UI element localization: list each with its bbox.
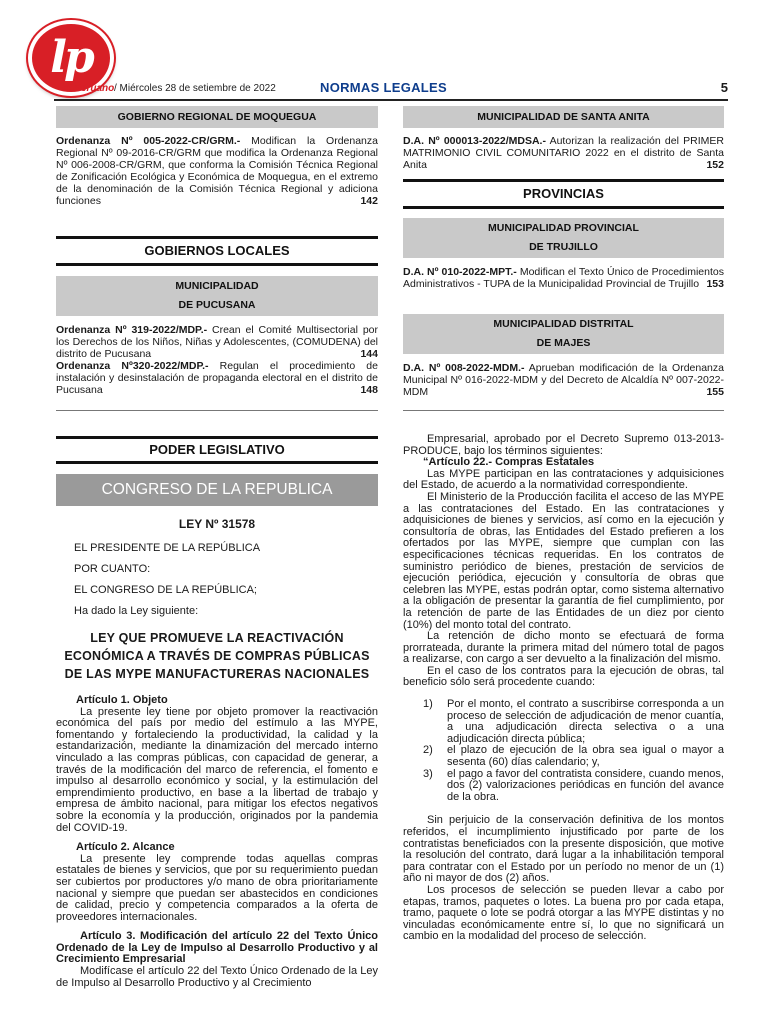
box-line: DE PUCUSANA: [178, 299, 256, 311]
logo-text: lp: [50, 32, 92, 83]
page-number: 5: [720, 80, 728, 95]
conditions-list: [403, 699, 724, 803]
list-number: 2): [423, 744, 433, 757]
entry-trujillo[interactable]: [403, 266, 724, 290]
entry-moquegua[interactable]: [56, 135, 378, 207]
entry-code: Ordenanza Nº 319-2022/MDP.-: [56, 324, 208, 336]
paragraph: La retención de dicho monto se efectuará de forma prorrateada, durante la primera mitad del número total de pagos a realizarse, con cargo a ser devuelto a la finalización del mismo.: [403, 630, 724, 666]
paragraph: Sin perjuicio de la conservación definitiva de los montos referidos, el incumplimiento injustificado por parte de los contratistas beneficiados con la presente disposición, que motive la resolución del contrato, dará lugar a la inhabilitación temporal para contratar con el Estado por un período no menor de un (1) año ni mayor de dos (2) años.: [403, 814, 724, 885]
entry-page: 153: [706, 278, 724, 290]
box-line: MUNICIPALIDAD PROVINCIAL: [488, 222, 639, 234]
article-1: [56, 695, 378, 834]
box-line: DE TRUJILLO: [529, 241, 598, 253]
entry-code: D.A. Nº 008-2022-MDM.-: [403, 362, 525, 374]
article-title: Artículo 2. Alcance: [76, 841, 175, 854]
article-22-column: [403, 434, 724, 943]
entry-text: Modifican el Texto Único de Procedimientos Administrativos - TUPA de la Municipalidad Provincial de Trujillo: [403, 266, 724, 290]
list-item: [423, 745, 724, 768]
entry-page: 142: [360, 195, 378, 207]
law-title: LEY QUE PROMUEVE LA REACTIVACIÓN ECONÓMICA A TRAVÉS DE COMPRAS PÚBLICAS DE LAS MYPE MANUFACTURERAS NACIONALES: [64, 631, 370, 681]
article-title: Artículo 1. Objeto: [76, 694, 168, 706]
box-line: MUNICIPALIDAD DISTRITAL: [493, 318, 634, 330]
left-index: [56, 106, 378, 396]
section-provincias: PROVINCIAS: [403, 179, 724, 209]
box-trujillo: [403, 218, 724, 258]
right-index: [403, 106, 724, 398]
list-text: el pago a favor del contratista considere, cuando menos, dos (2) valorizaciones periódicas en función del avance de la obra.: [447, 767, 724, 803]
entry-page: 144: [360, 348, 378, 360]
entry-page: 152: [706, 159, 724, 171]
law-column: [56, 436, 378, 989]
entry-text: Aprueban modificación de la Ordenanza Municipal Nº 016-2022-MDM y del Decreto de Alcaldía Nº 007-2022-MDM: [403, 362, 724, 398]
section-poder-legislativo: PODER LEGISLATIVO: [56, 436, 378, 464]
box-line: MUNICIPALIDAD: [175, 280, 259, 292]
header-rule: [54, 99, 728, 101]
law-preamble-1: EL PRESIDENTE DE LA REPÚBLICA: [74, 542, 261, 554]
article-text: La presente ley tiene por objeto promover la reactivación económica del país por medio del estímulo a las MYPE, fomentando y fortaleciendo la productividad, la calidad y la estandarización, mediante la dinamización del mercado interno vinculado a las compras públicas, con capacidad de generar, a través de la modificación del marco de referencia, el fomento e impulso al desarrollo económico y social, y la estimulación del emprendimiento productivo, en base a la libertad de trabajo y empresa de ámbito nacional, para mitigar los efectos negativos sobre la economía y la producción, originados por la pandemia del COVID-19.: [56, 705, 378, 834]
page-header: [62, 80, 728, 98]
box-majes: [403, 314, 724, 354]
entry-majes[interactable]: [403, 362, 724, 398]
entry-page: 148: [360, 384, 378, 396]
law-preamble-4: Ha dado la Ley siguiente:: [74, 605, 199, 617]
brand-name: El Peruano: [62, 83, 115, 94]
law-number: LEY Nº 31578: [178, 517, 256, 531]
article-3-continuation: Empresarial, aprobado por el Decreto Supremo 013-2013-PRODUCE, bajo los términos siguientes:: [403, 433, 724, 457]
list-text: Por el monto, el contrato a suscribirse corresponda a un proceso de selección de adjudicación de menor cuantía, a una adjudicación directa selectiva o a una adjudicación directa pública;: [447, 698, 724, 745]
entry-text: Regulan el procedimiento de instalación y desinstalación de propaganda electoral en el distrito de Pucusana: [56, 360, 378, 396]
article-3: [56, 931, 378, 989]
list-item: [423, 699, 724, 745]
entry-code: Ordenanza Nº320-2022/MDP.-: [56, 360, 209, 372]
entry-santa-anita[interactable]: [403, 135, 724, 171]
section-title: NORMAS LEGALES: [320, 80, 447, 95]
index-divider-right: [403, 410, 724, 411]
box-pucusana: [56, 276, 378, 316]
paragraph: Las MYPE participan en las contrataciones y adquisiciones del Estado, de acuerdo a la normatividad correspondiente.: [403, 467, 724, 492]
entry-code: Ordenanza Nº 005-2022-CR/GRM.-: [56, 135, 241, 147]
article-22-title: “Artículo 22.- Compras Estatales: [423, 456, 595, 469]
box-line: DE MAJES: [536, 337, 591, 349]
article-text: Modifícase el artículo 22 del Texto Único Ordenado de la Ley de Impulso al Desarrollo Productivo y al Crecimiento: [56, 965, 378, 989]
congress-banner: CONGRESO DE LA REPUBLICA: [56, 474, 378, 506]
entry-pucusana-2[interactable]: [56, 360, 378, 396]
entry-code: D.A. Nº 000013-2022/MDSA.-: [403, 135, 546, 147]
entry-text: Autorizan la realización del PRIMER MATRIMONIO CIVIL COMUNITARIO 2022 en el distrito de Santa Anita: [403, 135, 724, 171]
law-preamble-3: EL CONGRESO DE LA REPÚBLICA;: [74, 584, 257, 596]
entry-page: 155: [706, 386, 724, 398]
entry-pucusana-1[interactable]: [56, 324, 378, 360]
paragraph: Los procesos de selección se pueden llevar a cabo por etapas, tramos, paquetes o lotes. La buena pro por cada etapa, tramo, paquete o lote se podrá otorgar a las MYPE distintas y no vinculadas económicamente entre sí, lo que no significará un cambio en la modalidad del proceso de selección.: [403, 883, 724, 943]
section-gobiernos-locales: GOBIERNOS LOCALES: [56, 236, 378, 266]
law-preamble-2: POR CUANTO:: [74, 563, 151, 575]
article-title: Artículo 3. Modificación del artículo 22 del Texto Único Ordenado de la Ley de Impulso al Desarrollo Productivo y al Crecimiento Empresarial: [56, 930, 378, 966]
index-divider-left: [56, 410, 378, 411]
paragraph: En el caso de los contratos para la ejecución de obras, tal beneficio sólo será procedente cuando:: [403, 664, 724, 689]
box-moquegua: GOBIERNO REGIONAL DE MOQUEGUA: [56, 106, 378, 128]
article-2: [56, 842, 378, 923]
paragraph: El Ministerio de la Producción facilita el acceso de las MYPE a las contrataciones del Estado. En las contrataciones y adquisiciones de bienes y servicios, así como en la ejecución y consultoría de obras, las Entidades del Estado prefieren a los ofertados por las MYPE, siempre que cumplan con las especificaciones técnicas requeridas. En los contratos de suministro periódico de bienes, prestación de servicios de ejecución periódica, ejecución y consultoría de obras que celebren las MYPE, estas podrán optar, como sistema alternativo a la obligación de presentar la garantía de fiel cumplimiento, por la retención de parte de las Entidades de un diez por ciento (10%) del monto total del contrato.: [403, 490, 724, 631]
box-santa-anita: MUNICIPALIDAD DE SANTA ANITA: [403, 106, 724, 128]
list-item: [423, 769, 724, 804]
article-text: La presente ley comprende todas aquellas compras estatales de bienes y servicios, que por su requerimiento puedan ser cubiertos por productores y/o mano de obra prioritariamente nacional y siempre que puedan ser abastecidos en condiciones de calidad, precio y competencia comparados a la oferta de proveedores internacionales.: [56, 852, 378, 923]
entry-text: Modifican la Ordenanza Regional Nº 09-2016-CR/GRM que modifica la Ordenanza Regional Nº 006-2008-CR/GRM, que conforma la Comisión Técnica Regional de Zonificación Ecológica y Económica de Moquegua, en el extremo de la denominación de la Comisión Técnica Regional y adiciona funciones: [56, 135, 378, 207]
list-text: el plazo de ejecución de la obra sea igual o mayor a sesenta (60) días calendario; y,: [447, 744, 724, 769]
entry-code: D.A. Nº 010-2022-MPT.-: [403, 266, 517, 278]
entry-text: Crean el Comité Multisectorial por los Derechos de los Niños, Niñas y Adolescentes, (COMUDENA) del distrito de Pucusana: [56, 324, 378, 360]
issue-date: / Miércoles 28 de setiembre de 2022: [114, 83, 276, 94]
list-number: 1): [423, 698, 433, 711]
list-number: 3): [423, 767, 433, 780]
